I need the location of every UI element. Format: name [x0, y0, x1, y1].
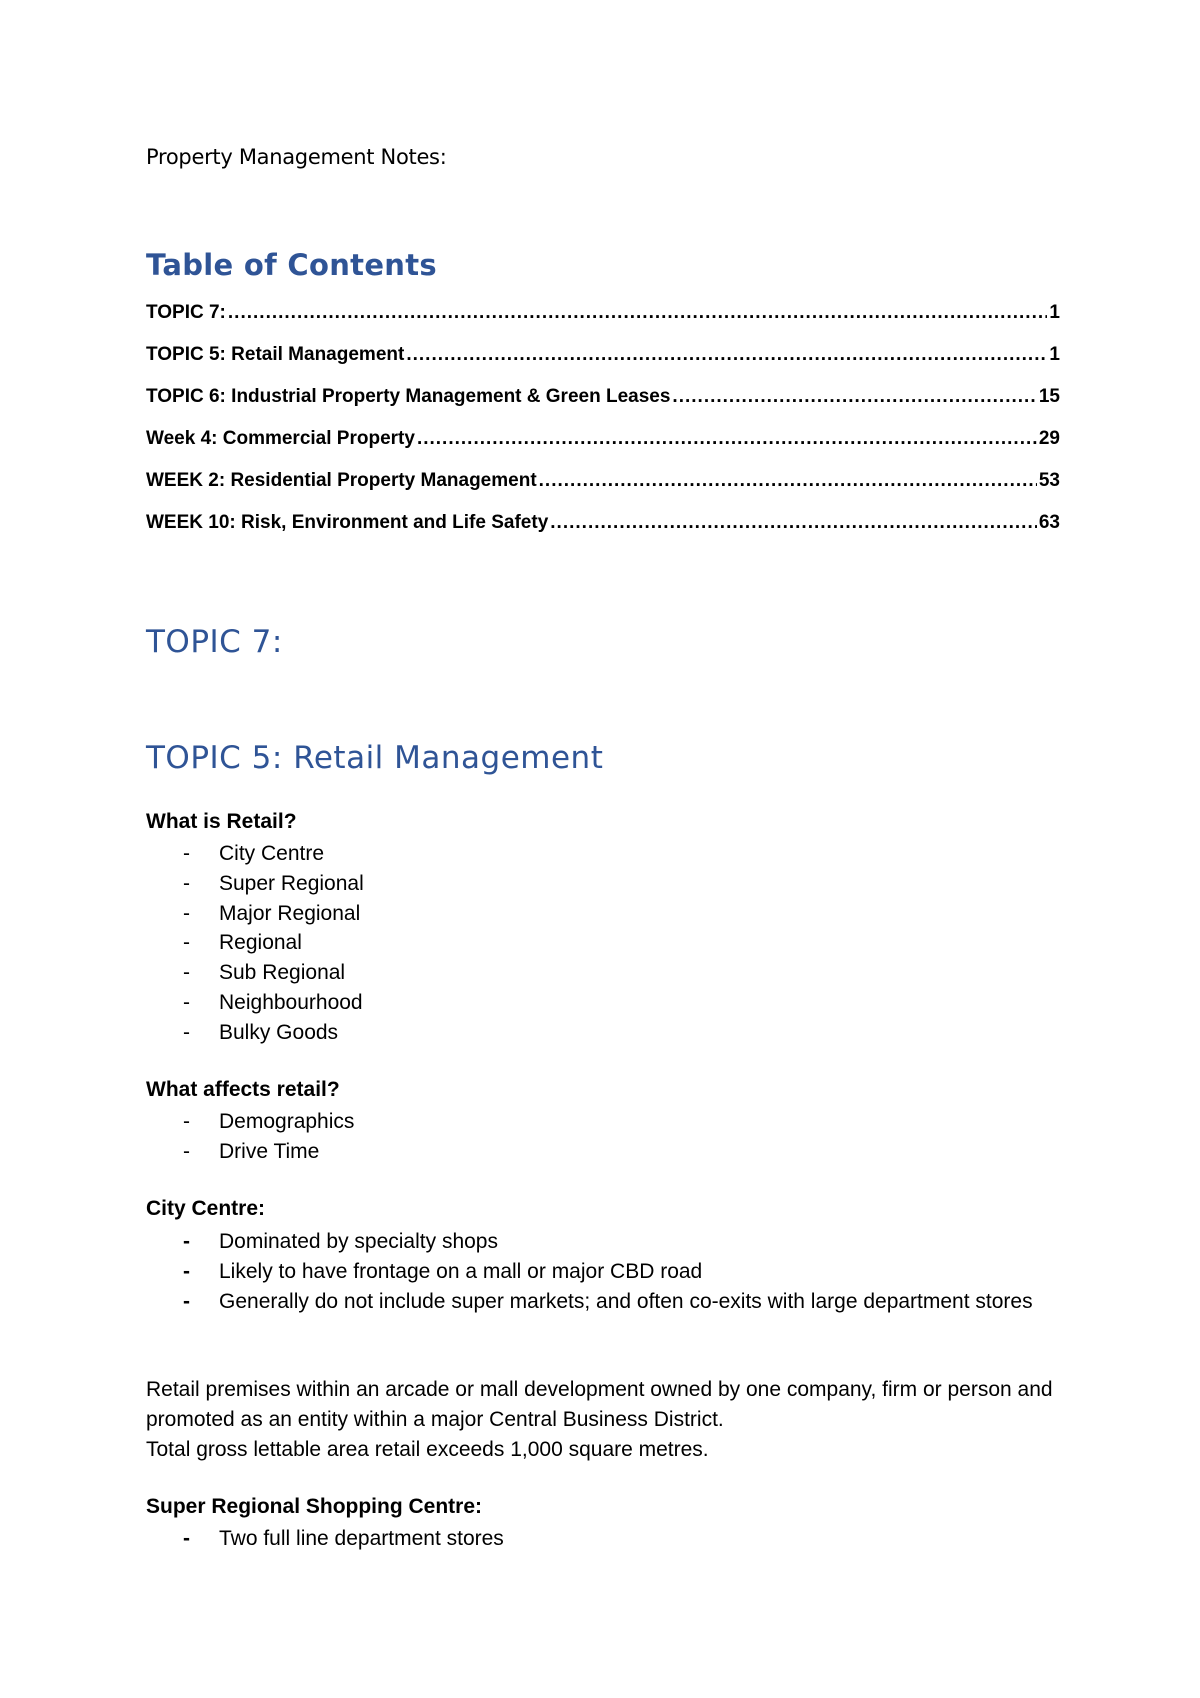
table-of-contents [146, 302, 1060, 554]
toc-entry-page: 53 [1038, 470, 1060, 491]
paragraph: Total gross lettable area retail exceeds 1,000 square metres. [146, 1437, 709, 1461]
toc-entry[interactable] [146, 512, 1060, 554]
list-item [183, 928, 364, 958]
list-item-text: Demographics [219, 1110, 355, 1133]
toc-leader-dots [228, 302, 1048, 324]
list-item [183, 1227, 1059, 1257]
list-dash: - [183, 1230, 190, 1253]
heading-topic-7: TOPIC 7: [146, 624, 283, 660]
list-dash: - [183, 1289, 190, 1313]
list-dash: - [183, 931, 190, 955]
toc-leader-dots [672, 386, 1036, 408]
toc-leader-dots [417, 428, 1037, 450]
list-item [183, 1524, 504, 1554]
toc-entry-page: 15 [1038, 386, 1060, 407]
toc-entry-text: WEEK 2: Residential Property Management [146, 470, 537, 491]
what-is-retail-heading: What is Retail? [146, 810, 297, 833]
list-item [183, 869, 364, 899]
list-item-text: Generally do not include super markets; and often co-exits with large department stores [219, 1289, 1033, 1313]
list-item-text: Likely to have frontage on a mall or major CBD road [219, 1259, 703, 1283]
list-item-text: Neighbourhood [219, 990, 363, 1014]
list-item [183, 1107, 354, 1137]
list-item [183, 1257, 1059, 1287]
list-dash: - [183, 871, 190, 895]
toc-entry[interactable] [146, 344, 1060, 386]
list-item [183, 839, 364, 869]
toc-leader-dots [406, 344, 1047, 366]
retail-factors-list [183, 1107, 354, 1167]
list-dash: - [183, 901, 190, 925]
toc-entry-text: WEEK 10: Risk, Environment and Life Safety [146, 512, 549, 533]
document-title: Property Management Notes: [146, 145, 447, 169]
list-item-text: City Centre [219, 842, 325, 865]
paragraph: Retail premises within an arcade or mall development owned by one company, firm or person and promoted as an entity within a major Central Business District. [146, 1378, 1053, 1431]
list-item-text: Bulky Goods [219, 1020, 339, 1044]
toc-entry[interactable] [146, 470, 1060, 512]
toc-entry-text: TOPIC 6: Industrial Property Management & Green Leases [146, 386, 671, 407]
toc-entry-page: 63 [1038, 512, 1060, 533]
toc-entry-text: TOPIC 7: [146, 302, 226, 323]
city-centre-description [146, 1375, 1076, 1464]
list-item [183, 1018, 364, 1048]
list-item-text: Dominated by specialty shops [219, 1230, 498, 1253]
list-dash: - [183, 1139, 190, 1163]
list-item-text: Regional [219, 931, 302, 955]
list-dash: - [183, 842, 190, 865]
list-dash: - [183, 1527, 190, 1550]
toc-heading: Table of Contents [146, 248, 437, 282]
list-item-text: Sub Regional [219, 961, 346, 985]
toc-entry[interactable] [146, 428, 1060, 470]
toc-entry[interactable] [146, 302, 1060, 344]
list-dash: - [183, 1259, 190, 1283]
list-dash: - [183, 1110, 190, 1133]
city-centre-list [183, 1227, 1059, 1316]
retail-types-list [183, 839, 364, 1048]
list-dash: - [183, 1020, 190, 1044]
toc-entry-text: Week 4: Commercial Property [146, 428, 415, 449]
list-dash: - [183, 990, 190, 1014]
super-regional-heading: Super Regional Shopping Centre: [146, 1495, 483, 1518]
toc-entry[interactable] [146, 386, 1060, 428]
list-item [183, 1287, 1059, 1317]
heading-topic-5: TOPIC 5: Retail Management [146, 740, 604, 776]
toc-entry-page: 1 [1049, 344, 1060, 365]
list-dash: - [183, 961, 190, 985]
list-item [183, 1137, 354, 1167]
list-item-text: Two full line department stores [219, 1527, 504, 1550]
list-item [183, 899, 364, 929]
toc-entry-text: TOPIC 5: Retail Management [146, 344, 405, 365]
super-regional-list [183, 1524, 504, 1554]
toc-leader-dots [550, 512, 1037, 534]
list-item [183, 988, 364, 1018]
list-item-text: Super Regional [219, 871, 364, 895]
toc-leader-dots [539, 470, 1037, 492]
toc-entry-page: 29 [1038, 428, 1060, 449]
what-affects-retail-heading: What affects retail? [146, 1078, 340, 1101]
toc-entry-page: 1 [1049, 302, 1060, 323]
list-item [183, 958, 364, 988]
city-centre-heading: City Centre: [146, 1197, 266, 1220]
list-item-text: Drive Time [219, 1139, 320, 1163]
list-item-text: Major Regional [219, 901, 361, 925]
